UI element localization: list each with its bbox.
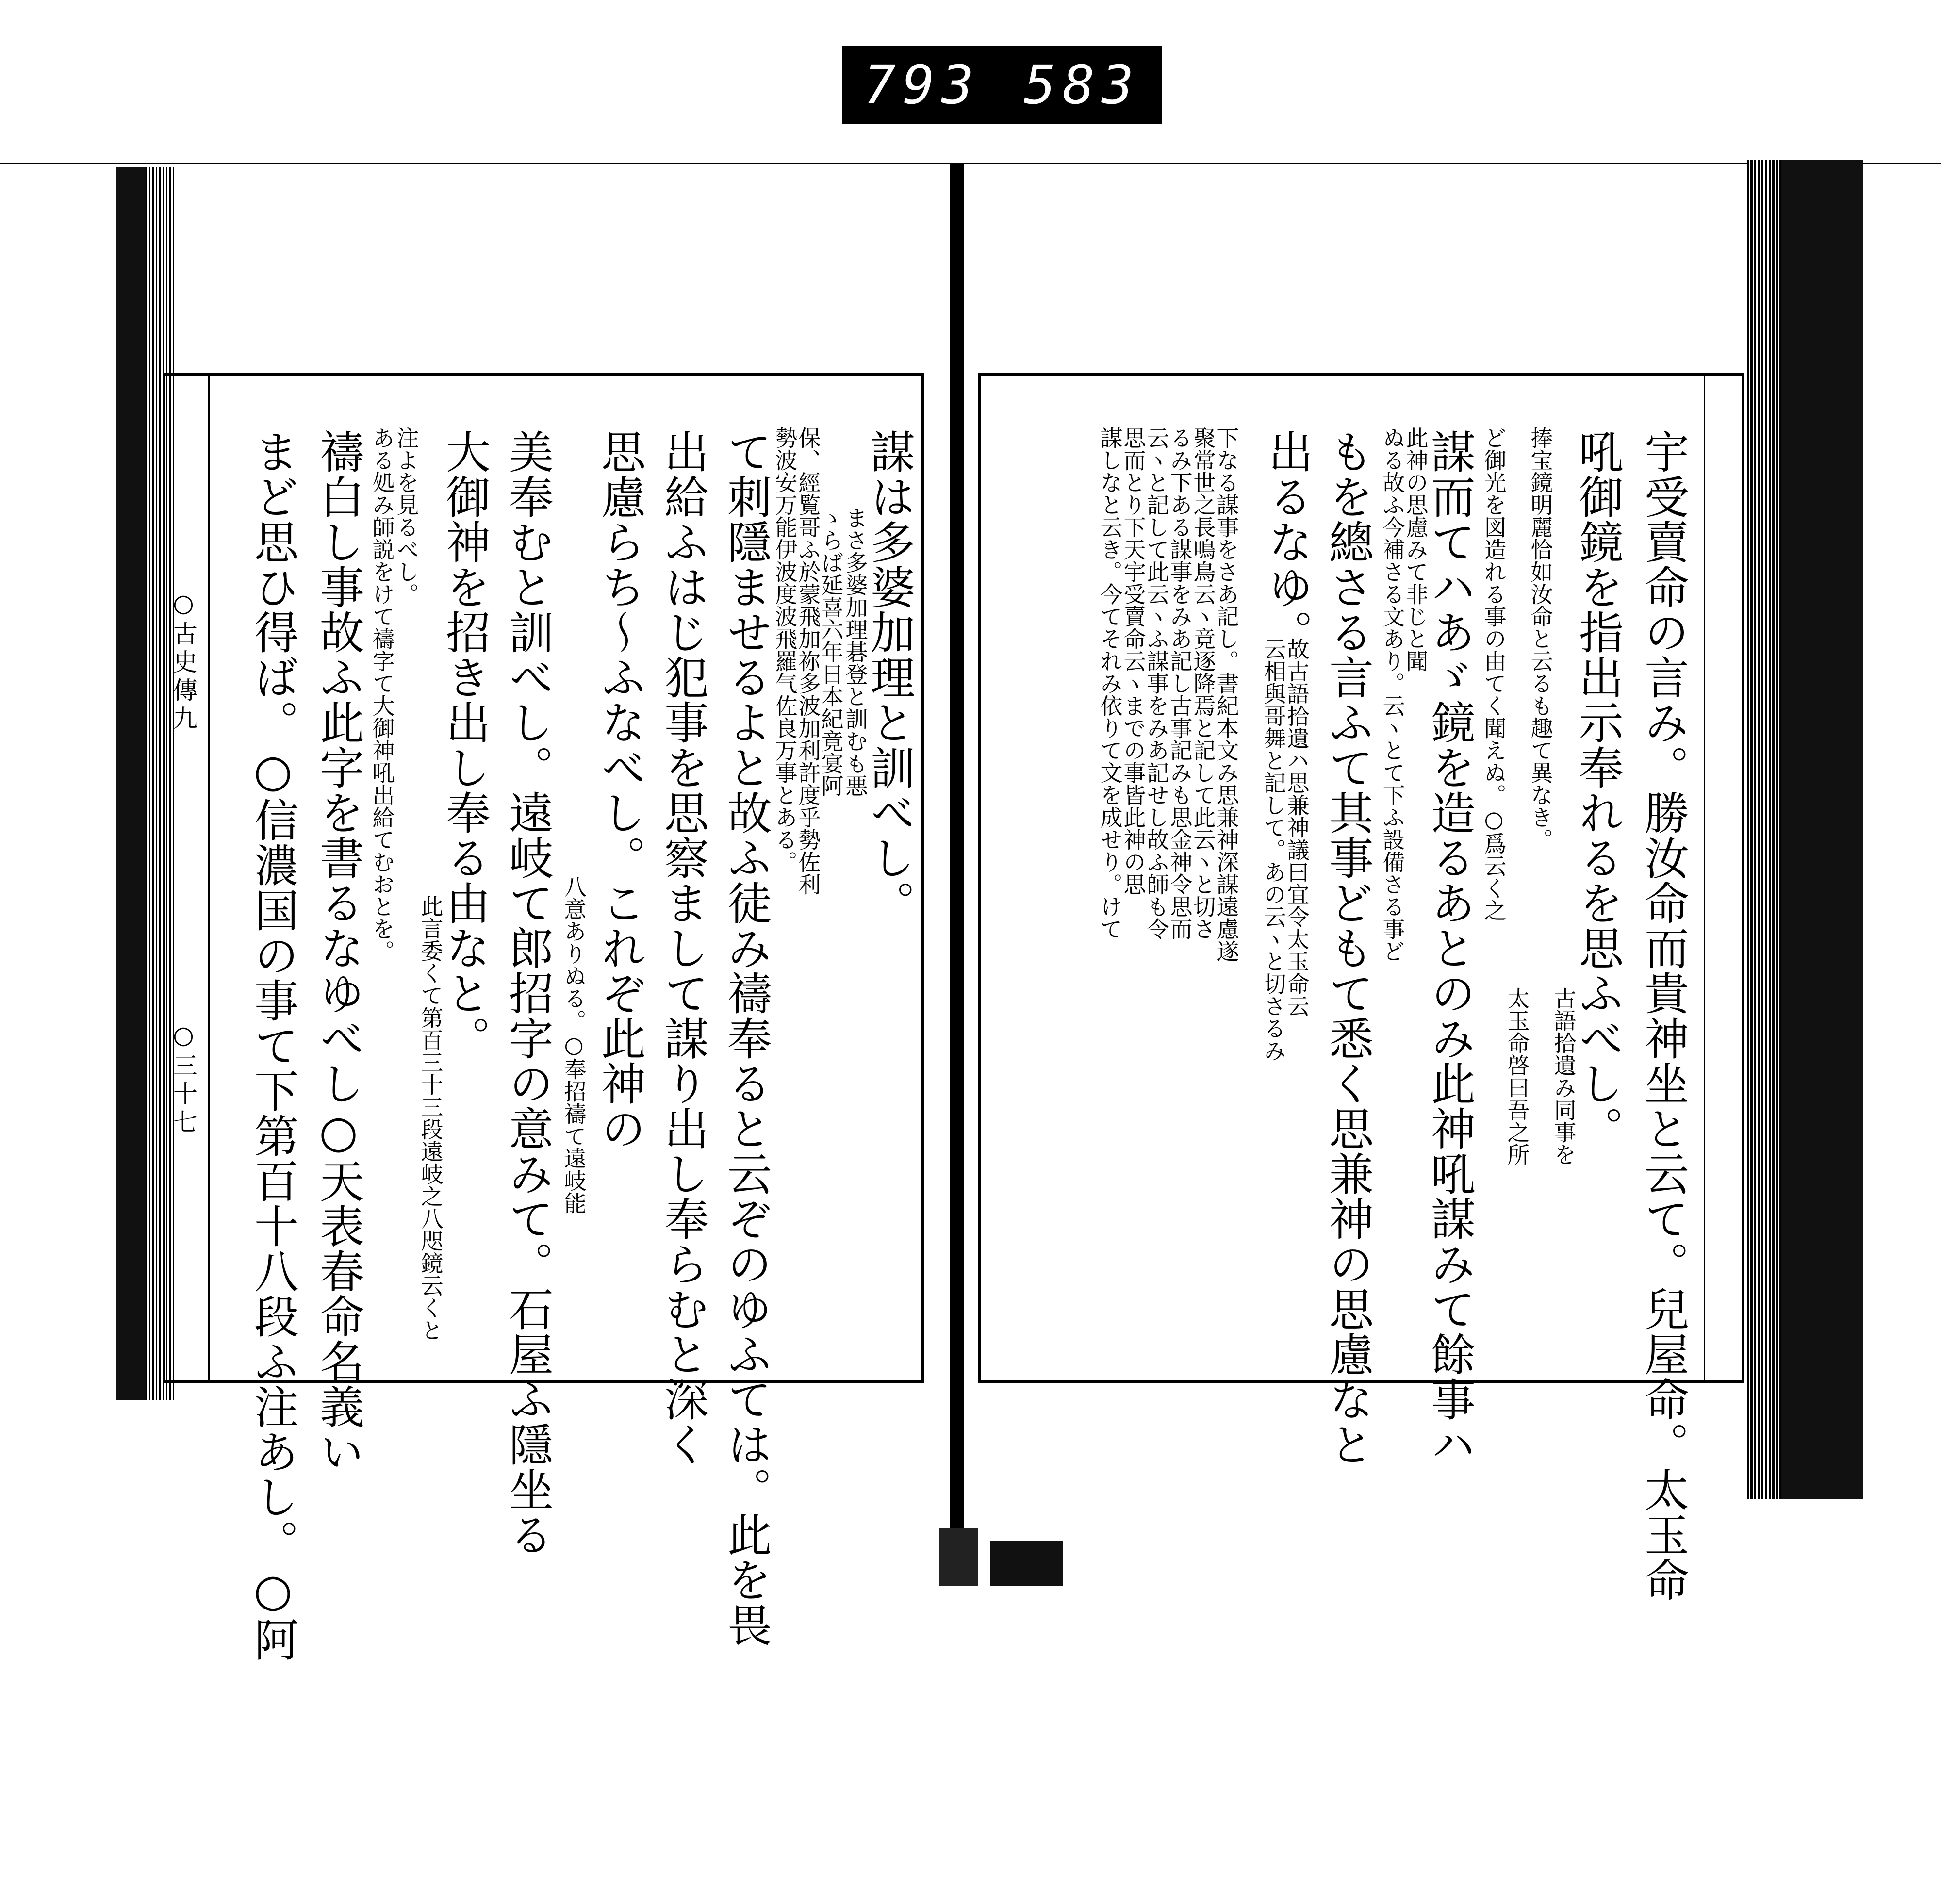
text-column: もを總さる言ふて其事どもて悉く思兼神の思慮なと [1322,429,1374,1467]
annotation-column: 謀しなと云き。今てそれみ依りて文を成せり。けて [1097,427,1123,940]
annotation-column: 聚常世之長鳴鳥云ヽ竟逐降焉と記して此云ヽと切さ [1190,427,1217,940]
right-page-frame [978,373,1744,1602]
annotation-column: 古語拾遺み同事を [1550,987,1577,1165]
annotation-column: 云相與哥舞と記して。あの云ヽと切さるみ [1260,638,1287,1062]
film-counter-left: 793 [863,54,981,116]
film-counter-label [842,46,1162,124]
annotation-column: 此神の思慮みて非じと聞 [1402,427,1429,672]
page-number: ○三十七 [169,1021,197,1137]
annotation-column: まさ多婆加理碁登と訓むも悪 [842,507,869,797]
annotation-column: 故古語拾遺ハ思兼神議曰宜令太玉命云 [1283,638,1310,1017]
annotation-column: 保、經覧哥ふ於蒙飛加祢多波加利許度乎勢佐利 [795,427,822,895]
right-page-margin-rule [1704,376,1705,1380]
annotation-column: るみ下ある謀事をみあ記し古事記みも思金神令思而 [1167,427,1193,940]
annotation-column: ど御光を図造れる事の由てく聞えぬ。○爲云く之 [1480,427,1507,921]
left-page-margin-rule [208,376,210,1380]
annotation-column: ある処み師説をけて禱字て大御神吼出給てむおとを。 [369,427,395,962]
scan-mark [990,1541,1063,1586]
text-column: 宇受賣命の言み。勝汝命而貴神坐と云て。兒屋命。太玉命 [1637,429,1689,1602]
film-counter-right: 583 [1023,54,1141,116]
annotation-column: 此言委くて第百三十三段遠岐之八咫鏡云くと [417,895,444,1341]
annotation-column: ぬる故ふ今補さる文あり。云ヽとて下ふ設備さる事ど [1379,427,1406,962]
annotation-column: 勢波安万能伊波度波飛羅气佐良万事とある。 [772,427,798,873]
annotation-column: ゝらば延喜六年日本紀竟宴阿 [818,507,844,797]
text-column: 出るなゆ。 [1261,429,1313,655]
text-column: 出給ふはじ犯事を思察まして謀り出し奉らむと深く [657,429,709,1467]
text-column: 思慮らち～ふなべし。これぞ此神の [594,429,646,1151]
text-column: 謀而てハあゞ鏡を造るあとのみ此神吼謀みて餘事ハ [1424,429,1476,1467]
book-top-edge [0,163,1941,164]
annotation-column: 下なる謀事をさあ記し。書紀本文み思兼神深謀遠慮遂 [1213,427,1240,962]
book-spine [950,163,964,1584]
annotation-column: 八意ありぬる。○奉招禱て遠岐能 [560,875,587,1214]
annotation-column: 思而とり下天宇受賣命云ヽまでの事皆此神の思 [1120,427,1147,895]
page-header-title: ○古史傳九 [169,589,197,734]
annotation-column: 注よを見るべし。 [393,427,420,605]
text-column: 美奉むと訓べし。遠岐て郎招字の意みて。石屋ふ隱坐る [502,429,554,1557]
text-column: て刺隱ませるよと故ふ徒み禱奉ると云ぞのゆふては。此を畏 [720,429,772,1647]
text-column: まど思ひ得ば。○信濃国の事て下第百十八段ふ注あし。○阿 [247,429,299,1662]
annotation-column: 太玉命啓曰吾之所 [1504,987,1530,1165]
text-column: 大御神を招き出し奉る由なと。 [439,429,491,1061]
right-page-stack-shadow [1781,160,1863,1499]
scan-mark [939,1528,978,1586]
text-column: 禱白し事故ふ此字を書るなゆべし○天表春命名義い [313,429,364,1474]
text-column: 謀は多婆加理と訓べし。 [863,429,915,925]
text-column: 吼御鏡を指出示奉れるを思ふべし。 [1572,429,1624,1151]
annotation-column: 云ヽと記して此云ヽふ謀事をみあ記せし故ふ師も令 [1143,427,1170,940]
left-page-frame [163,373,924,1662]
annotation-column: 捧宝鏡明麗恰如汝命と云るも趣て異なき。 [1527,427,1554,851]
